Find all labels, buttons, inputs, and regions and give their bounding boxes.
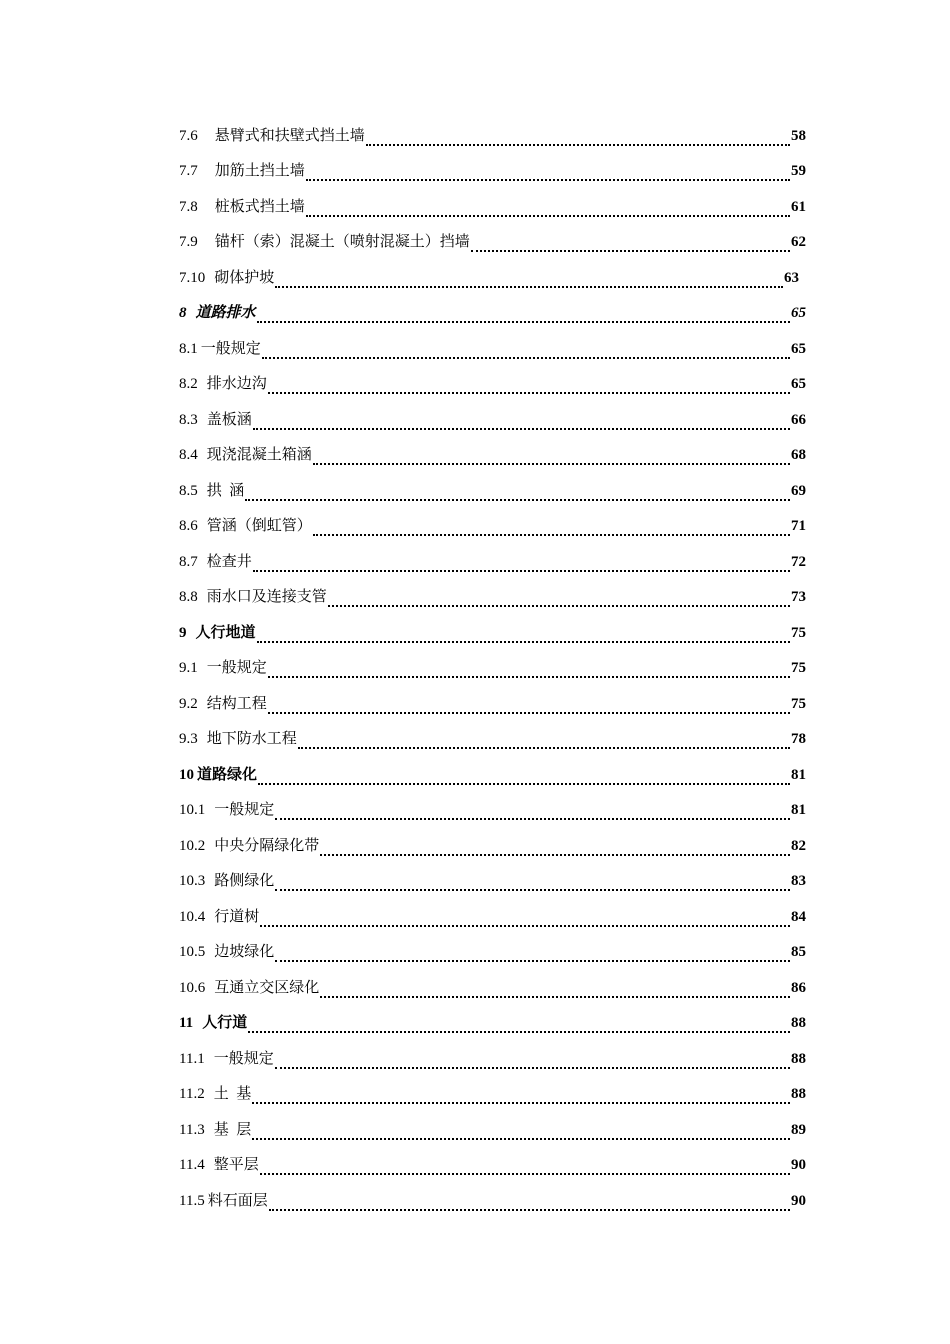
dot-leader (253, 560, 790, 572)
toc-page-number: 83 (791, 873, 806, 890)
toc-page-number: 65 (791, 305, 806, 322)
toc-number: 8.5 (179, 482, 198, 499)
toc-page-number: 75 (791, 624, 806, 641)
toc-number: 7.7 (179, 163, 198, 180)
toc-number: 9.2 (179, 695, 198, 712)
toc-number: 8.8 (179, 589, 198, 606)
dot-leader (275, 276, 783, 288)
toc-chapter-8[interactable] (179, 296, 806, 332)
dot-leader (366, 134, 790, 146)
dot-leader (298, 737, 790, 749)
toc-title: 砌体护坡 (214, 269, 275, 286)
toc-page-number: 84 (791, 908, 806, 925)
toc-page-number: 82 (791, 837, 806, 854)
toc-page-number: 88 (791, 1050, 806, 1067)
toc-number: 7.6 (179, 127, 198, 144)
toc-page-number: 90 (791, 1192, 806, 1209)
toc-title: 悬臂式和扶壁式挡土墙 (214, 127, 365, 144)
toc-entry-8-5[interactable] (179, 473, 806, 509)
dot-leader (268, 382, 790, 394)
toc-number: 10.2 (179, 837, 206, 854)
dot-leader (257, 311, 790, 323)
toc-page-number: 68 (791, 447, 806, 464)
toc-title: 一般规定 (213, 1050, 274, 1067)
toc-number: 10.3 (179, 873, 206, 890)
dot-leader (253, 418, 790, 430)
toc-page-number: 88 (791, 1015, 806, 1032)
toc-page-number: 63 (784, 269, 799, 286)
dot-leader (306, 169, 790, 181)
toc-title: 中央分隔绿化带 (214, 837, 320, 854)
toc-page-number: 85 (791, 944, 806, 961)
dot-leader (260, 1163, 790, 1175)
toc-chapter-10[interactable] (179, 757, 806, 793)
toc-title: 道路绿化 (197, 766, 258, 783)
toc-number: 10.1 (179, 802, 206, 819)
toc-number: 8.1 (179, 340, 198, 357)
toc-entry-8-1[interactable] (179, 331, 806, 367)
table-of-contents (179, 118, 806, 1219)
toc-number: 9 (179, 624, 187, 641)
dot-leader (252, 1092, 790, 1104)
toc-title: 路侧绿化 (214, 873, 275, 890)
toc-entry-11-4[interactable] (179, 1148, 806, 1184)
toc-page-number: 71 (791, 518, 806, 535)
toc-title: 整平层 (213, 1157, 259, 1174)
toc-number: 10.4 (179, 908, 206, 925)
toc-entry-9-1[interactable] (179, 651, 806, 687)
toc-entry-7-10[interactable] (179, 260, 799, 296)
toc-page-number: 66 (791, 411, 806, 428)
toc-entry-8-2[interactable] (179, 367, 806, 403)
dot-leader (248, 1021, 790, 1033)
toc-title: 道路排水 (195, 305, 256, 322)
toc-entry-8-8[interactable] (179, 580, 806, 616)
toc-number: 7.10 (179, 269, 206, 286)
toc-entry-10-6[interactable] (179, 970, 806, 1006)
toc-entry-10-5[interactable] (179, 935, 806, 971)
toc-page-number: 62 (791, 234, 806, 251)
dot-leader (320, 986, 790, 998)
toc-number: 8.4 (179, 447, 198, 464)
dot-leader (269, 1199, 790, 1211)
dot-leader (268, 666, 790, 678)
dot-leader (245, 489, 790, 501)
toc-title: 锚杆（索）混凝土（喷射混凝土）挡墙 (214, 234, 470, 251)
toc-title: 一般规定 (214, 802, 275, 819)
toc-title: 土 基 (213, 1086, 252, 1103)
toc-number: 10.6 (179, 979, 206, 996)
toc-entry-9-2[interactable] (179, 686, 806, 722)
toc-chapter-9[interactable] (179, 615, 806, 651)
toc-title: 互通立交区绿化 (214, 979, 320, 996)
dot-leader (320, 844, 790, 856)
toc-number: 10.5 (179, 944, 206, 961)
dot-leader (275, 1057, 790, 1069)
dot-leader (252, 1128, 790, 1140)
toc-page-number: 61 (791, 198, 806, 215)
toc-page-number: 73 (791, 589, 806, 606)
toc-entry-10-3[interactable] (179, 864, 806, 900)
toc-page-number: 75 (791, 695, 806, 712)
toc-entry-8-6[interactable] (179, 509, 806, 545)
toc-entry-7-6[interactable] (179, 118, 806, 154)
toc-page-number: 72 (791, 553, 806, 570)
toc-entry-10-1[interactable] (179, 793, 806, 829)
toc-title: 加筋土挡土墙 (214, 163, 305, 180)
toc-title: 人行地道 (195, 624, 256, 641)
dot-leader (275, 808, 790, 820)
toc-entry-8-7[interactable] (179, 544, 806, 580)
toc-page-number: 65 (791, 376, 806, 393)
toc-title: 基 层 (213, 1121, 252, 1138)
toc-number: 11 (179, 1015, 194, 1032)
dot-leader (258, 773, 790, 785)
toc-number: 11.4 (179, 1157, 205, 1174)
toc-title: 排水边沟 (206, 376, 267, 393)
toc-page-number: 81 (791, 766, 806, 783)
toc-page-number: 59 (791, 163, 806, 180)
toc-title: 检查井 (206, 553, 252, 570)
toc-number: 11.5 (179, 1192, 205, 1209)
toc-number: 9.3 (179, 731, 198, 748)
dot-leader (262, 347, 790, 359)
toc-entry-11-3[interactable] (179, 1112, 806, 1148)
dot-leader (257, 631, 790, 643)
toc-number: 8.6 (179, 518, 198, 535)
toc-title: 结构工程 (206, 695, 267, 712)
toc-page-number: 90 (791, 1157, 806, 1174)
toc-entry-11-1[interactable] (179, 1041, 806, 1077)
toc-entry-10-2[interactable] (179, 828, 806, 864)
toc-title: 边坡绿化 (214, 944, 275, 961)
toc-page-number: 75 (791, 660, 806, 677)
toc-entry-7-8[interactable] (179, 189, 806, 225)
toc-number: 7.8 (179, 198, 198, 215)
toc-number: 10 (179, 766, 194, 783)
toc-title: 一般规定 (200, 340, 261, 357)
toc-title: 桩板式挡土墙 (214, 198, 305, 215)
dot-leader (275, 879, 790, 891)
dot-leader (260, 915, 790, 927)
toc-title: 一般规定 (206, 660, 267, 677)
dot-leader (313, 524, 790, 536)
toc-number: 11.1 (179, 1050, 205, 1067)
toc-entry-11-2[interactable] (179, 1077, 806, 1113)
dot-leader (313, 453, 790, 465)
toc-title: 行道树 (214, 908, 260, 925)
dot-leader (275, 950, 790, 962)
toc-entry-8-4[interactable] (179, 438, 806, 474)
toc-page-number: 65 (791, 340, 806, 357)
toc-number: 8.2 (179, 376, 198, 393)
dot-leader (328, 595, 790, 607)
toc-page-number: 88 (791, 1086, 806, 1103)
toc-number: 9.1 (179, 660, 198, 677)
toc-entry-10-4[interactable] (179, 899, 806, 935)
toc-title: 地下防水工程 (206, 731, 297, 748)
toc-title: 拱 涵 (206, 482, 245, 499)
toc-entry-8-3[interactable] (179, 402, 806, 438)
toc-entry-7-9[interactable] (179, 225, 806, 261)
toc-number: 11.2 (179, 1086, 205, 1103)
toc-page-number: 69 (791, 482, 806, 499)
dot-leader (268, 702, 790, 714)
dot-leader (306, 205, 790, 217)
toc-number: 8 (179, 305, 187, 322)
dot-leader (471, 240, 790, 252)
toc-number: 11.3 (179, 1121, 205, 1138)
toc-title: 盖板涵 (206, 411, 252, 428)
toc-page-number: 78 (791, 731, 806, 748)
toc-page-number: 58 (791, 127, 806, 144)
toc-title: 料石面层 (207, 1192, 268, 1209)
toc-page-number: 81 (791, 802, 806, 819)
toc-page-number: 89 (791, 1121, 806, 1138)
toc-title: 雨水口及连接支管 (206, 589, 327, 606)
toc-entry-7-7[interactable] (179, 154, 806, 190)
toc-title: 现浇混凝土箱涵 (206, 447, 312, 464)
toc-entry-9-3[interactable] (179, 722, 806, 758)
toc-chapter-11[interactable] (179, 1006, 806, 1042)
toc-number: 8.7 (179, 553, 198, 570)
toc-title: 管涵（倒虹管） (206, 518, 312, 535)
toc-title: 人行道 (202, 1015, 248, 1032)
toc-number: 7.9 (179, 234, 198, 251)
toc-number: 8.3 (179, 411, 198, 428)
toc-entry-11-5[interactable] (179, 1183, 806, 1219)
toc-page-number: 86 (791, 979, 806, 996)
